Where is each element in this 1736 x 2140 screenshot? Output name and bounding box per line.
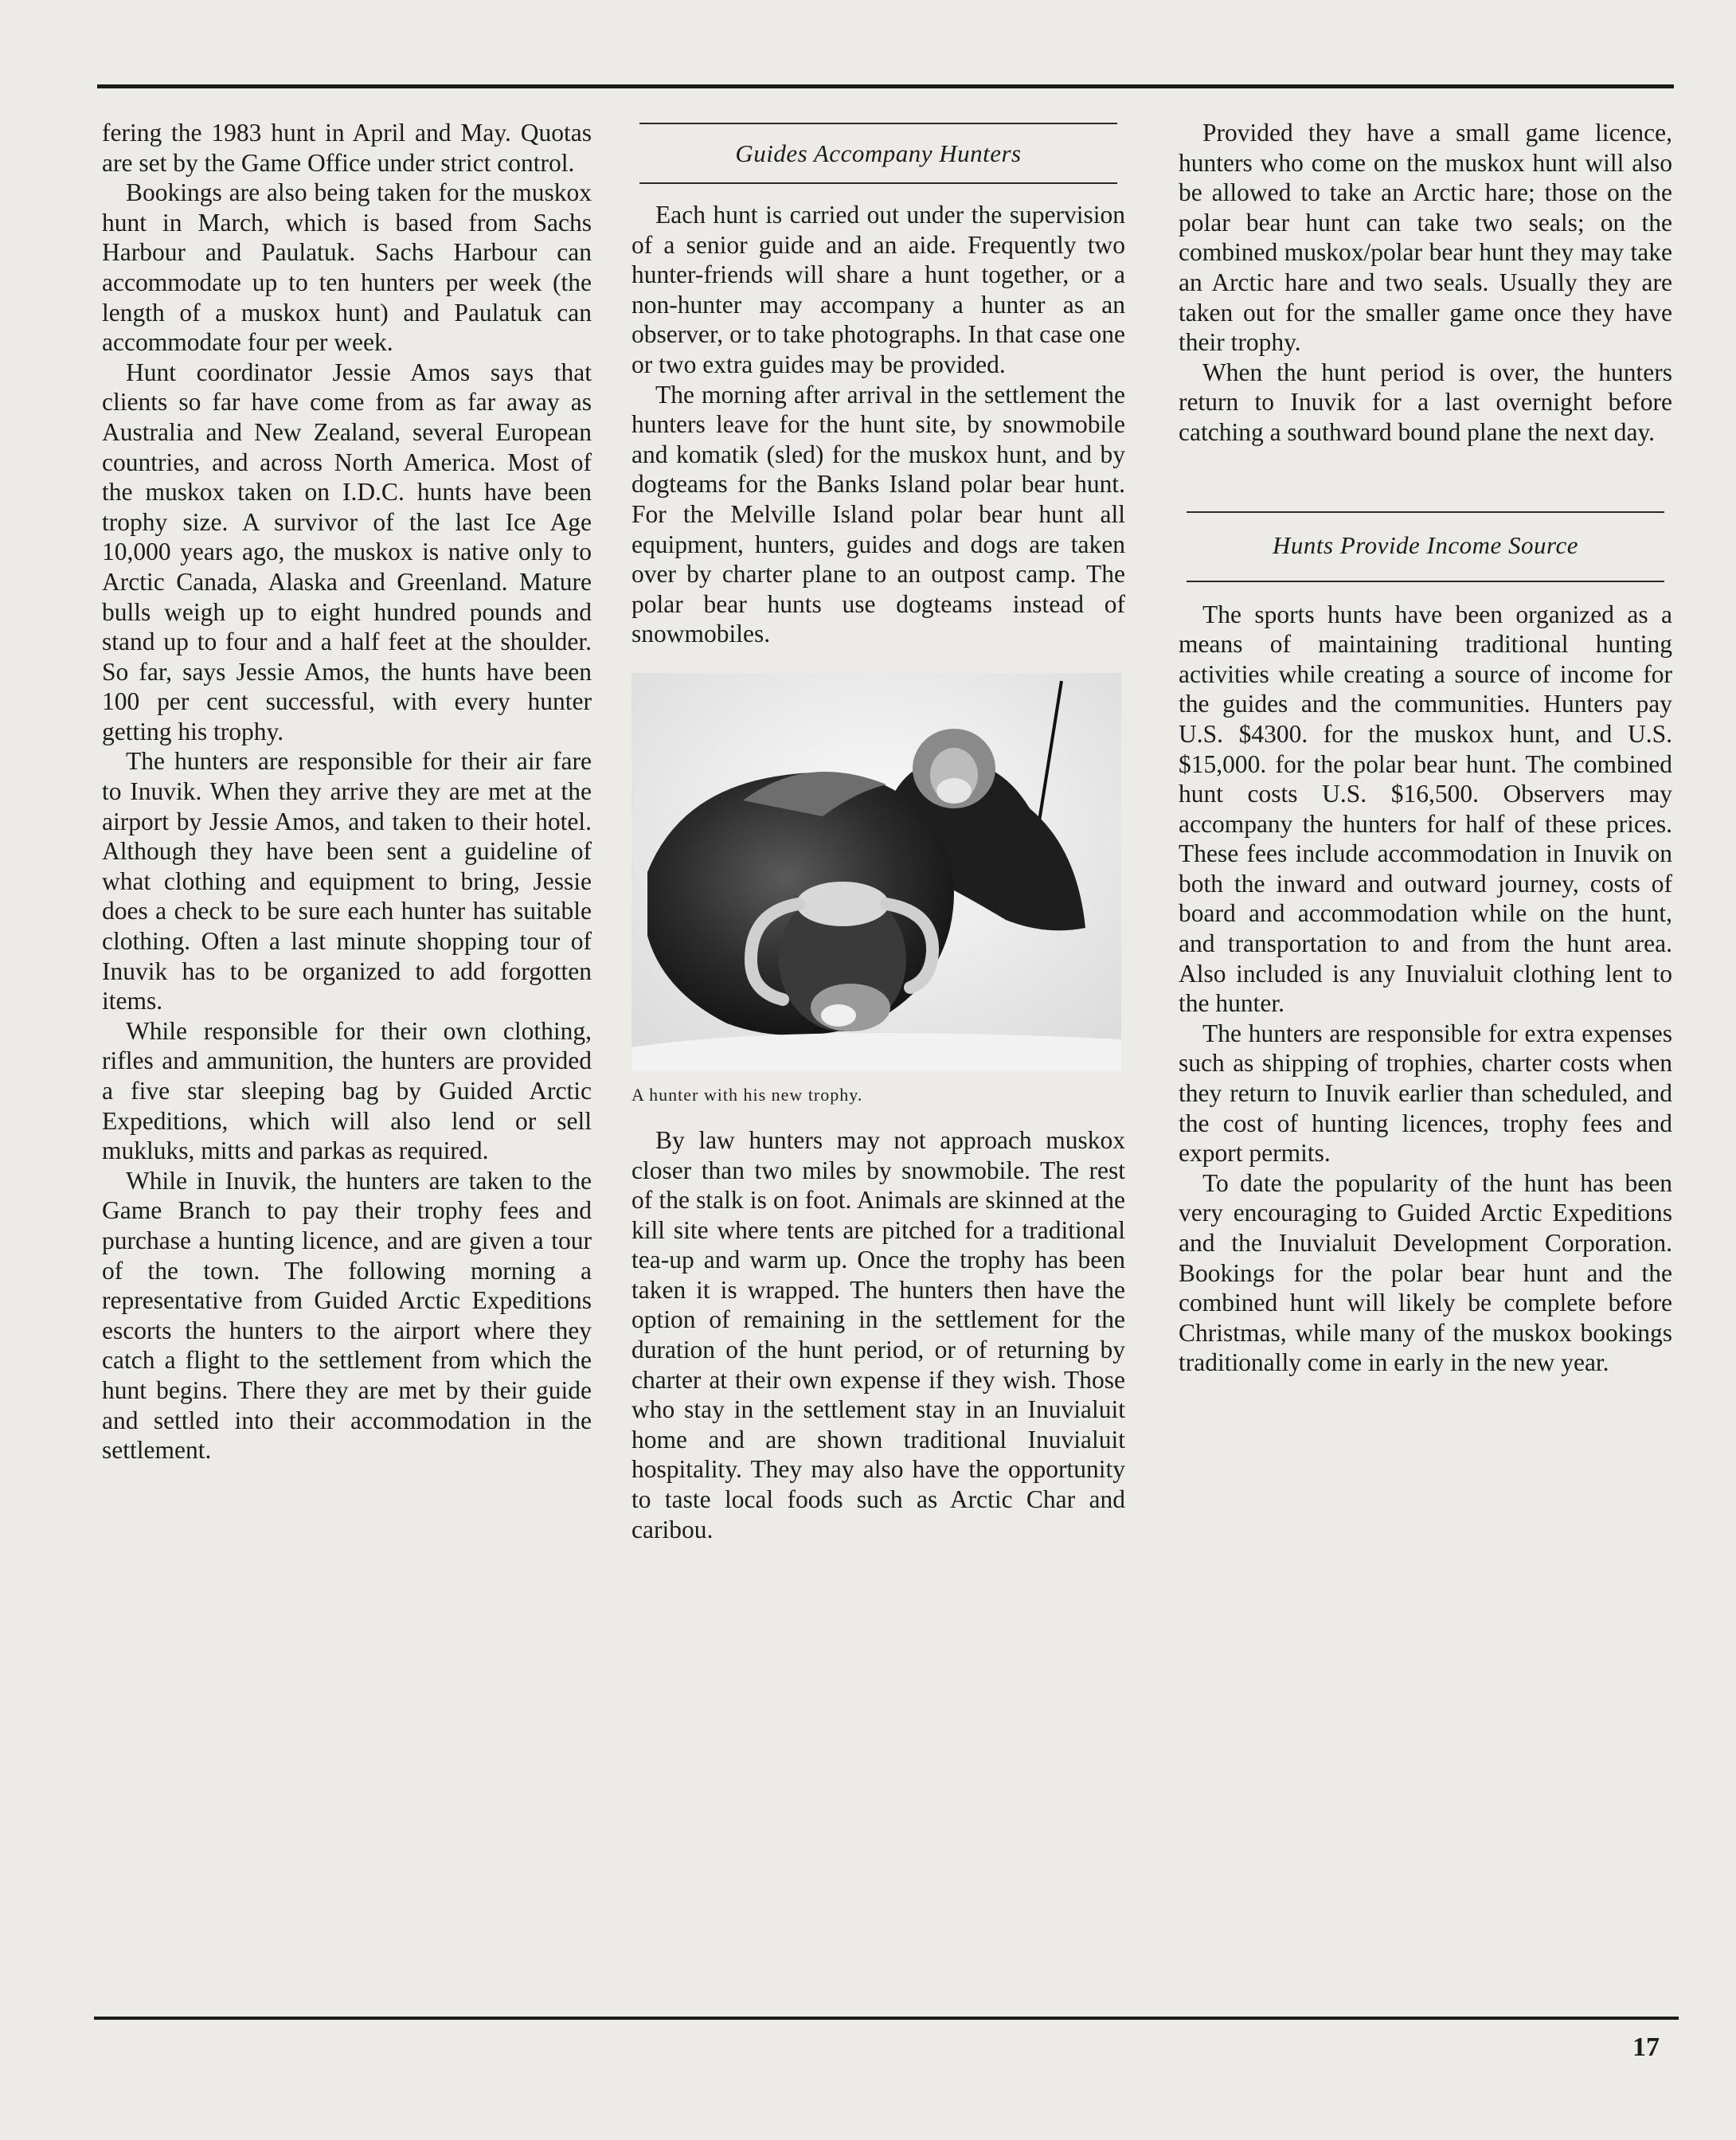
paragraph: The hunters are responsible for extra expenses such as shipping of trophies, charter costs when they return to Inuvik earlier than scheduled, and the cost of hunting licences, trophy fees and export permits. [1179, 1019, 1672, 1168]
heading-rule [639, 182, 1117, 184]
hunter-muskox-photo [631, 673, 1121, 1071]
column-2 [631, 118, 1125, 1544]
paragraph: fering the 1983 hunt in April and May. Quotas are set by the Game Office under strict control. [102, 119, 592, 177]
heading-rule [1187, 581, 1664, 582]
heading-rule [1187, 511, 1664, 513]
section-heading-guides [631, 123, 1125, 184]
page-number: 17 [1632, 2032, 1660, 2062]
paragraph: Provided they have a small game licence, hunters who come on the muskox hunt will also be allowed to take an Arctic hare; those on the polar bear hunt can take two seals; on the combined muskox/polar bear hunt they may take an Arctic hare and two seals. Usually they are taken out for the smaller game once they have their trophy. [1179, 119, 1672, 357]
paragraph: The morning after arrival in the settlement the hunters leave for the hunt site, by snowmobile and komatik (sled) for the muskox hunt, and by dogteams for the Banks Island polar bear hunt. For the Melville Island polar bear hunt all equipment, hunters, guides and dogs are taken over by charter plane to an outpost camp. The polar bear hunts use dogteams instead of snowmobiles. [631, 380, 1125, 648]
paragraph: While in Inuvik, the hunters are taken to the Game Branch to pay their trophy fees and purchase a hunting licence, and are given a tour of the town. The following morning a representative from Guided Arctic Expeditions escorts the hunters to the airport where they catch a flight to the settlement from which the hunt begins. There they are met by their guide and settled into their accommodation in the settlement. [102, 1166, 592, 1465]
column-1 [102, 118, 592, 1465]
paragraph: When the hunt period is over, the hunters return to Inuvik for a last overnight before catching a southward bound plane the next day. [1179, 358, 1672, 446]
paragraph: Each hunt is carried out under the supervision of a senior guide and an aide. Frequently two hunter-friends will share a hunt together, or a non-hunter may accompany a hunter as an observer, or to take photographs. In that case one or two extra guides may be provided. [631, 201, 1125, 378]
paragraph: To date the popularity of the hunt has been very encouraging to Guided Arctic Expeditions and the Inuvialuit Development Corporation. Bookings for the polar bear hunt and the combined hunt will likely be complete before Christmas, while many of the muskox bookings traditionally come in early in the new year. [1179, 1168, 1672, 1377]
bottom-rule [94, 2017, 1679, 2020]
heading-rule [639, 123, 1117, 124]
section-heading-text: Guides Accompany Hunters [735, 139, 1022, 167]
column-3 [1179, 118, 1672, 1378]
paragraph: The hunters are responsible for their air fare to Inuvik. When they arrive they are met at the airport by Jessie Amos, and taken to their hotel. Although they have been sent a guideline of what clothing and equipment to bring, Jessie does a check to be sure each hunter has suitable clothing. Often a last minute shopping tour of Inuvik has to be organized to add forgotten items. [102, 747, 592, 1015]
paragraph: The sports hunts have been organized as a means of maintaining traditional hunting activities while creating a source of income for the guides and the communities. Hunters pay U.S. $4300. for the muskox hunt, and U.S. $15,000. for the polar bear hunt. The combined hunt costs U.S. $16,500. Observers may accompany the hunters for half of these prices. These fees include accommodation in Inuvik on both the inward and outward journey, costs of board and accommodation while on the hunt, and transportation to and from the hunt area. Also included is any Inuvialuit clothing lent to the hunter. [1179, 600, 1672, 1018]
paragraph: Bookings are also being taken for the muskox hunt in March, which is based from Sachs Harbour and Paulatuk. Sachs Harbour can accommodate up to ten hunters per week (the length of a muskox hunt) and Paulatuk can accommodate four per week. [102, 178, 592, 357]
photo-figure [631, 673, 1125, 1106]
section-heading-text: Hunts Provide Income Source [1273, 530, 1578, 559]
paragraph: While responsible for their own clothing, rifles and ammunition, the hunters are provided a five star sleeping bag by Guided Arctic Expeditions, which will also lend or sell mukluks, mitts and parkas as required. [102, 1016, 592, 1165]
top-rule [97, 84, 1674, 88]
section-heading-income [1179, 511, 1672, 582]
photo-caption: A hunter with his new trophy. [631, 1084, 863, 1105]
paragraph: By law hunters may not approach muskox closer than two miles by snowmobile. The rest of the stalk is on foot. Animals are skinned at the kill site where tents are pitched for a traditional tea-up and warm up. Once the trophy has been taken it is wrapped. The hunters then have the option of remaining in the settlement for the duration of the hunt period, or of returning by charter at their own expense if they wish. Those who stay in the settlement stay in an Inuvialuit home and are shown traditional Inuvialuit hospitality. They may also have the opportunity to taste local foods such as Arctic Char and caribou. [631, 1125, 1125, 1543]
paragraph: Hunt coordinator Jessie Amos says that clients so far have come from as far away as Australia and New Zealand, several European countries, and across North America. Most of the muskox taken on I.D.C. hunts have been trophy size. A survivor of the last Ice Age 10,000 years ago, the muskox is native only to Arctic Canada, Alaska and Greenland. Mature bulls weigh up to eight hundred pounds and stand up to four and a half feet at the shoulder. So far, says Jessie Amos, the hunts have been 100 per cent successful, with every hunter getting his trophy. [102, 358, 592, 745]
